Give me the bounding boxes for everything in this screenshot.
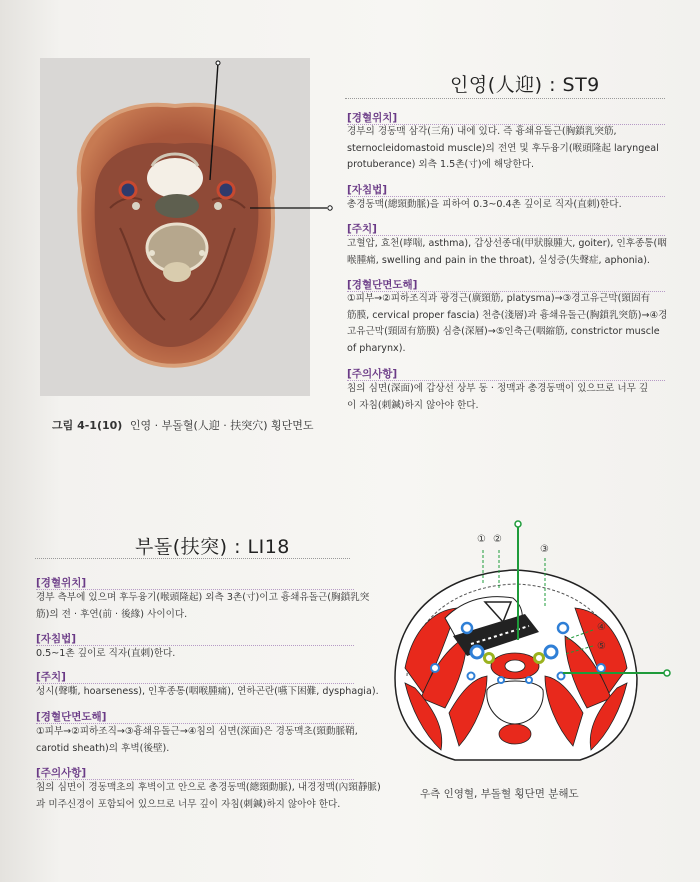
- text-line: 고유근막(頸固有筋膜) 심층(深層)→⑤인축근(咽縮筋, constrictor muscle: [347, 326, 660, 337]
- text-line: 筋膜, cervical proper fascia) 천층(淺層)과 흉쇄유돌근(胸鎖乳突筋)→④경: [347, 309, 668, 321]
- title-divider: [35, 558, 350, 559]
- title-divider: [345, 98, 665, 99]
- section1-text-needling: [347, 197, 622, 214]
- section1-header-cross-section: [경혈단면도해]: [347, 279, 418, 291]
- text-line: 喉腫痛, swelling and pain in the throat), 실성증(失聲症, aphonia).: [347, 254, 650, 266]
- diagram-label-2: ②: [493, 534, 502, 545]
- text-line: ①피부→②피하조직→③흉쇄유돌근→④침의 심면(深面)은 경동맥초(頸動脈鞘,: [36, 726, 358, 737]
- section1-text-cross-section: [347, 291, 667, 357]
- text-line: sternocleidomastoid muscle)의 전연 및 후두융기(喉頭隆起 laryngeal: [347, 142, 659, 154]
- figure-caption-top: [52, 417, 314, 433]
- section2-text-needling: [36, 646, 175, 663]
- text-line: 0.5~1촌 깊이로 직자(直刺)한다.: [36, 648, 176, 659]
- section2-header-cross-section: [경혈단면도해]: [36, 711, 107, 723]
- text-line: 이 자침(刺鍼)하지 않아야 한다.: [347, 399, 479, 411]
- section-title-li18: 부돌(扶突) : LI18: [135, 536, 290, 558]
- cross-section-photo: [40, 58, 310, 396]
- diagram-label-3: ③: [540, 544, 549, 555]
- section1-text-indications: [347, 236, 667, 269]
- neck-cross-section-photo-illustration: [40, 58, 310, 396]
- text-line: 경부 측부에 있으며 후두융기(喉頭隆起) 외측 3촌(寸)이고 흉쇄유돌근(胸鎖乳突: [36, 592, 370, 603]
- diagram-label-1: ①: [477, 534, 486, 545]
- section1-header-caution: [주의사항]: [347, 368, 398, 380]
- text-line: 침의 심면이 경동맥초의 후벽이고 안으로 총경동맥(總頸動脈), 내경정맥(內頸靜脈): [36, 782, 381, 793]
- text-line: 경부의 경동맥 삼각(三角) 내에 있다. 즉 흉쇄유돌근(胸鎖乳突筋,: [347, 126, 617, 137]
- section1-text-caution: [347, 381, 648, 414]
- diagram-label-5: ⑤: [597, 641, 606, 652]
- text-line: 筋)의 전 · 후연(前 · 後緣) 사이이다.: [36, 608, 188, 620]
- text-line: protuberance) 외측 1.5촌(寸)에 해당한다.: [347, 159, 535, 170]
- photo-pointer-end: [310, 204, 335, 212]
- text-line: carotid sheath)의 후벽(後壁).: [36, 742, 170, 754]
- text-line: 침의 심면(深面)에 갑상선 상부 동 · 정맥과 총경동맥이 있으므로 너무 깊: [347, 383, 649, 394]
- section1-text-location: [347, 124, 659, 174]
- text-line: 과 미주신경이 포함되어 있으므로 너무 깊이 자침(刺鍼)하지 않아야 한다.: [36, 798, 341, 810]
- diagram-label-4: ④: [597, 622, 606, 633]
- section1-header-needling: [자침법]: [347, 184, 388, 196]
- figure-label: 그림 4-1(10): [52, 419, 123, 432]
- section2-header-indications: [주치]: [36, 671, 66, 683]
- section1-header-location: [경혈위치]: [347, 112, 398, 124]
- section2-text-caution: [36, 780, 381, 813]
- section2-text-cross-section: [36, 724, 358, 757]
- section2-text-location: [36, 590, 369, 623]
- section1-header-indications: [주치]: [347, 223, 377, 235]
- section2-header-caution: [주의사항]: [36, 767, 87, 779]
- section2-header-location: [경혈위치]: [36, 577, 87, 589]
- section2-header-needling: [자침법]: [36, 633, 77, 645]
- cross-section-diagram: [375, 518, 675, 768]
- section2-text-indications: [36, 684, 379, 701]
- text-line: ①피부→②피하조직과 광경근(廣頸筋, platysma)→③경고유근막(頸固有: [347, 293, 651, 304]
- section-title-st9: 인영(人迎) : ST9: [450, 74, 600, 96]
- text-line: of pharynx).: [347, 342, 406, 354]
- exploded-cross-section-illustration: [375, 518, 675, 768]
- text-line: 고혈압, 효천(哮喘, asthma), 갑상선종대(甲狀腺腫大, goiter), 인후종통(咽: [347, 238, 667, 249]
- text-line: 성시(聲嘶, hoarseness), 인후종통(咽喉腫痛), 연하곤란(嚥下困難, dysphagia).: [36, 686, 379, 697]
- figure-caption-bottom: 우측 인영혈, 부돌혈 횡단면 분해도: [420, 788, 579, 800]
- figure-caption-text: 인영 · 부돌혈(人迎 · 扶突穴) 횡단면도: [129, 419, 314, 432]
- text-line: 총경동맥(總頸動脈)을 피하여 0.3~0.4촌 깊이로 직자(直刺)한다.: [347, 199, 622, 210]
